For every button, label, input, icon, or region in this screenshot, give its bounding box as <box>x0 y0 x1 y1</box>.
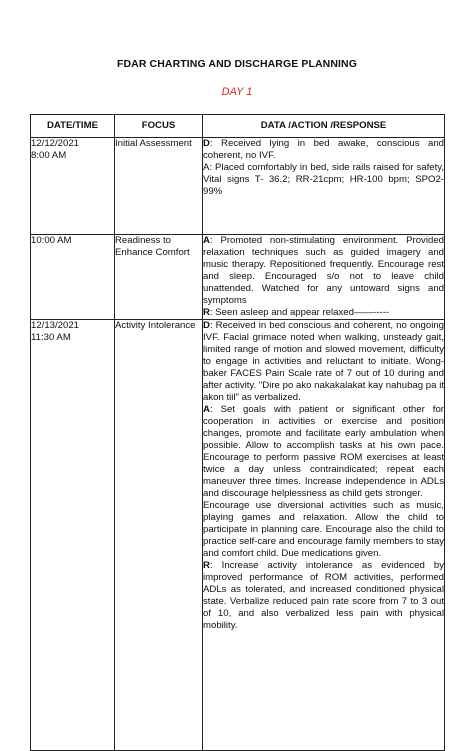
entry-date: 12/13/2021 <box>31 320 80 331</box>
entry-text: : Promoted non-stimulating environment. Provided relaxation techniques such as guided imagery and music therapy. Repositioned frequently. Encourage rest and sleep. Encouraged s/o not to leave child unattended. Watched for any untoward signs and symptoms <box>203 235 444 306</box>
table-row <box>31 138 445 235</box>
focus-cell <box>115 320 203 751</box>
data-action-response-cell <box>203 138 445 235</box>
entry-time: 10:00 AM <box>31 235 72 246</box>
entry-tag: A <box>203 235 210 246</box>
response-entry <box>203 560 444 632</box>
entry-text: : Seen asleep and appear relaxed——----- <box>209 307 390 318</box>
entry-text: : Increase activity intolerance as evidenced by improved performance of ROM activities, performed ADLs as tolerated, and increased conditioned physical state. Verbalize reduced pain rate score from 7 to 3 out of 10, and also verbalized less pain with physical mobility. <box>203 560 444 631</box>
fdar-table <box>30 114 445 751</box>
table-header-row <box>31 115 445 138</box>
data-action-response-cell <box>203 235 445 320</box>
entry-tag: R <box>203 560 210 571</box>
focus-text: Initial Assessment <box>115 138 192 149</box>
focus-text: Activity Intolerance <box>115 320 196 331</box>
focus-text: Readiness to Enhance Comfort <box>115 235 190 258</box>
focus-cell <box>115 138 203 235</box>
entry-text: : Received lying in bed awake, conscious and coherent, no IVF. <box>203 138 444 161</box>
data-action-response-cell <box>203 320 445 751</box>
action-entry-continued <box>203 500 444 560</box>
data-entry <box>203 138 444 162</box>
table-row <box>31 235 445 320</box>
data-entry <box>203 320 444 404</box>
action-entry <box>203 162 444 198</box>
entry-tag: D <box>203 320 210 331</box>
entry-text: Encourage use diversional activities such as music, playing games and relaxation. Allow the child to participate in planning care. Encourage also the child to practice self-care and encourage family members to stay and comfort child. Due medications given. <box>203 500 445 559</box>
header-data-action-response: DATA /ACTION /RESPONSE <box>203 115 445 138</box>
date-time-cell <box>31 138 115 235</box>
action-entry <box>203 404 444 500</box>
action-entry <box>203 235 444 307</box>
entry-text: : Received in bed conscious and coherent, no ongoing IVF. Facial grimace noted when walking, unsteady gait, limited range of motion and slowed movement, difficulty to engage in activities and reluctant to initiate. Wong-baker FACES Pain Scale rate of 7 out of 10 during and after activity. "Dire po ako nakakalakat kay nahubag pa it akon tiil" as verbalized. <box>203 320 444 403</box>
date-time-cell <box>31 235 115 320</box>
entry-tag: R <box>203 307 210 318</box>
header-focus: FOCUS <box>115 115 203 138</box>
table-row <box>31 320 445 751</box>
date-time-cell <box>31 320 115 751</box>
header-date-time: DATE/TIME <box>31 115 115 138</box>
entry-time: 8:00 AM <box>31 150 67 161</box>
page-title: FDAR CHARTING AND DISCHARGE PLANNING <box>116 58 358 70</box>
entry-tag: A <box>203 404 210 415</box>
entry-text: : Set goals with patient or significant other for cooperation in activities or exercise and position changes, promote and facilitate early ambulation when possible. Allow to accomplish tasks at his own pace. Encourage to perform passive ROM exercises at least twice a day unless contraindicated; repeat each maneuver three times. Increase independence in ADLs and discourage helplessness as child gets stronger. <box>203 404 444 499</box>
entry-time: 11:30 AM <box>31 332 71 343</box>
entry-tag: D <box>203 138 210 149</box>
focus-cell <box>115 235 203 320</box>
entry-date: 12/12/2021 <box>31 138 80 149</box>
response-entry <box>203 307 444 319</box>
day-label: DAY 1 <box>221 86 253 98</box>
entry-text: A: Placed comfortably in bed, side rails raised for safety, Vital signs T- 36.2; RR-21cpm; HR-100 bpm; SPO2- 99% <box>203 162 444 197</box>
